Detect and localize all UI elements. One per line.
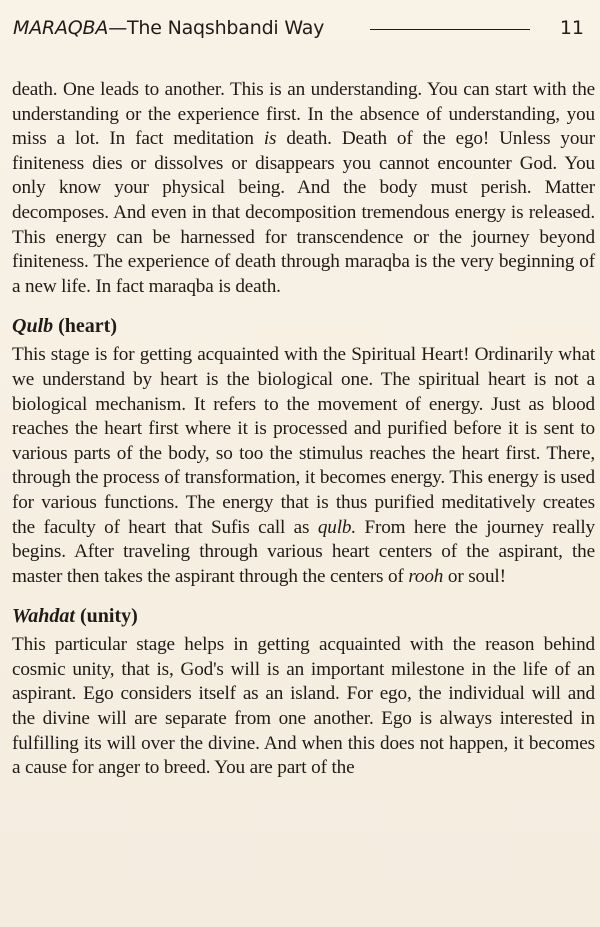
body-text — [12, 78, 595, 781]
paragraph-qulb-part2: From here the journey really begins. After traveling through various heart centers of the aspirant, the master then takes the aspirant through the centers of — [12, 516, 595, 587]
heading-qulb-term: Qulb — [12, 315, 54, 338]
paragraph-qulb-part3: or soul! — [443, 565, 506, 587]
page-number: 11 — [559, 17, 584, 39]
paragraph-death — [12, 78, 595, 299]
paragraph-qulb-emphasis-qulb: qulb. — [317, 516, 356, 538]
heading-qulb-gloss: (heart) — [53, 315, 117, 338]
heading-wahdat-term: Wahdat — [12, 605, 75, 628]
paragraph-qulb-emphasis-rooh: rooh — [408, 565, 444, 587]
paragraph-qulb-part1: This stage is for getting acquainted with the Spiritual Heart! Ordinarily what we understand by heart is the biological one. The spiritual heart is not a biological mechanism. It refers to the movement of energy. Just as blood reaches the heart first where it is processed and purified before it is sent to various parts of the body, so too the stimulus reaches the heart first. There, through the process of transformation, it becomes energy. This energy is used for various functions. The energy that is thus purified meditatively creates the faculty of heart that Sufis call as — [12, 344, 595, 538]
paragraph-qulb — [12, 343, 595, 589]
running-head-title-caps: MARAQBA — [13, 17, 109, 39]
paragraph-wahdat: This particular stage helps in getting acquainted with the reason behind cosmic unity, that is, God's will is an important milestone in the life of an aspirant. Ego considers itself as an island. For ego, the individual will and the divine will are separate from one another. Ego is always interested in fulfilling its will over the divine. And when this does not happen, it becomes a cause for anger to breed. You are part of the — [12, 634, 595, 779]
running-head — [13, 14, 588, 42]
heading-wahdat-gloss: (unity) — [74, 605, 138, 628]
heading-wahdat — [12, 603, 595, 629]
running-head-title-rest: —The Naqshbandi Way — [108, 17, 325, 39]
paragraph-death-part2: death. Death of the ego! Unless your finiteness dies or dissolves or disappears you cannot encounter God. You only know your physical being. And the body must perish. Matter decomposes. And even in that decomposition tremendous energy is released. This energy can be harnessed for transcendence or the journey beyond finiteness. The experience of death through maraqba is the very beginning of a new life. In fact maraqba is death. — [12, 128, 595, 297]
running-head-rule — [370, 29, 530, 30]
paragraph-death-emphasis: is — [263, 128, 277, 150]
heading-qulb — [12, 313, 595, 339]
running-head-title — [13, 14, 324, 42]
paragraph-death-part1: death. One leads to another. This is an understanding. You can start with the understanding or the experience first. In the absence of understanding, you miss a lot. In fact meditation — [12, 79, 595, 150]
